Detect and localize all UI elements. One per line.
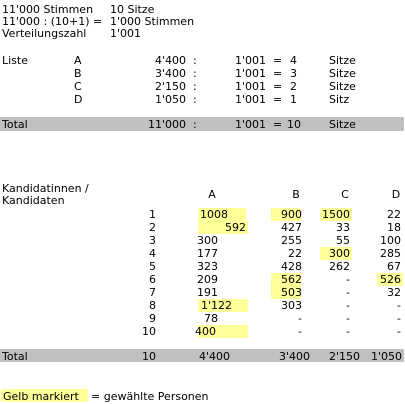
candidates-total-label: Total <box>2 350 28 363</box>
candidate-votes-d: 526 <box>380 273 401 286</box>
distribution-total-votes: 11'000 <box>147 118 186 131</box>
legend-marked-label: Gelb markiert <box>3 390 79 403</box>
list-seat-unit: Sitz <box>329 93 350 106</box>
distribution-total-unit: Sitze <box>329 118 356 131</box>
candidate-votes-c: - <box>346 312 350 325</box>
candidate-votes-a: 400 <box>195 325 216 338</box>
candidate-votes-c: - <box>346 325 350 338</box>
candidate-rank: 1 <box>149 208 156 221</box>
list-name: A <box>74 54 82 67</box>
list-divisor: 1'001 <box>234 54 266 67</box>
list-seats: 3 <box>290 67 297 80</box>
candidate-rank: 2 <box>149 221 156 234</box>
candidate-votes-d: 18 <box>387 221 401 234</box>
candidate-rank: 3 <box>149 234 156 247</box>
candidate-votes-c: 1500 <box>322 208 350 221</box>
list-divisor: 1'001 <box>234 93 266 106</box>
quota-formula: 11'000 : (10+1) = <box>2 15 103 28</box>
list-equals: = <box>273 80 283 93</box>
candidate-votes-a: 209 <box>197 273 218 286</box>
divisor-value: 1'001 <box>110 27 142 40</box>
list-votes: 3'400 <box>154 67 186 80</box>
candidate-rank: 7 <box>149 286 156 299</box>
candidate-rank: 10 <box>142 325 156 338</box>
quota-result: 1'000 Stimmen <box>110 15 195 28</box>
candidate-votes-a: 177 <box>197 247 218 260</box>
candidate-votes-b: 428 <box>281 260 302 273</box>
list-seat-unit: Sitze <box>329 54 356 67</box>
list-votes: 4'400 <box>154 54 186 67</box>
list-equals: = <box>273 67 283 80</box>
candidate-rank: 4 <box>149 247 156 260</box>
list-seats: 4 <box>290 54 297 67</box>
column-header-a: A <box>208 188 216 201</box>
candidate-votes-a: 323 <box>197 260 218 273</box>
legend-text: = gewählte Personen <box>91 390 209 403</box>
list-colon: : <box>193 93 197 106</box>
candidate-votes-d: - <box>397 312 401 325</box>
distribution-total-colon: : <box>193 118 197 131</box>
candidates-total-c: 2'150 <box>328 350 360 363</box>
candidates-total-b: 3'400 <box>278 350 310 363</box>
distribution-total-label: Total <box>2 118 28 131</box>
total-votes-label: 11'000 Stimmen <box>2 3 94 16</box>
distribution-total-divisor: 1'001 <box>234 118 266 131</box>
distribution-total-seats: 10 <box>287 118 301 131</box>
candidate-votes-c: 33 <box>336 221 350 234</box>
candidate-votes-a: 78 <box>204 312 218 325</box>
candidate-votes-a: 300 <box>197 234 218 247</box>
candidate-votes-c: - <box>346 273 350 286</box>
candidate-votes-c: 300 <box>329 247 350 260</box>
list-equals: = <box>273 54 283 67</box>
candidate-rank: 6 <box>149 273 156 286</box>
candidate-votes-c: 55 <box>336 234 350 247</box>
candidate-rank: 8 <box>149 299 156 312</box>
column-header-b: B <box>292 188 300 201</box>
list-name: D <box>74 93 83 106</box>
column-header-c: C <box>341 188 349 201</box>
candidate-rank: 5 <box>149 260 156 273</box>
list-votes: 2'150 <box>154 80 186 93</box>
candidate-votes-d: 285 <box>380 247 401 260</box>
candidate-votes-d: - <box>397 299 401 312</box>
candidate-votes-c: - <box>346 299 350 312</box>
candidate-votes-b: 427 <box>281 221 302 234</box>
list-seats: 2 <box>290 80 297 93</box>
list-heading: Liste <box>2 54 28 67</box>
list-name: B <box>74 67 82 80</box>
distribution-total-eq: = <box>273 118 283 131</box>
list-equals: = <box>273 93 283 106</box>
candidates-total-d: 1'050 <box>370 350 402 363</box>
candidate-votes-d: 22 <box>387 208 401 221</box>
candidates-total-count: 10 <box>142 350 156 363</box>
list-colon: : <box>193 80 197 93</box>
candidates-heading-line2: Kandidaten <box>2 194 65 207</box>
candidate-votes-a: 1008 <box>200 208 228 221</box>
total-seats-label: 10 Sitze <box>110 3 155 16</box>
candidates-heading-line1: Kandidatinnen / <box>2 182 89 195</box>
candidate-votes-b: - <box>298 325 302 338</box>
candidate-votes-d: 32 <box>387 286 401 299</box>
list-colon: : <box>193 54 197 67</box>
candidate-votes-b: 503 <box>281 286 302 299</box>
candidate-votes-a: 191 <box>197 286 218 299</box>
candidate-votes-b: 303 <box>281 299 302 312</box>
candidate-votes-a: 592 <box>225 221 246 234</box>
list-divisor: 1'001 <box>234 67 266 80</box>
candidate-votes-c: - <box>346 286 350 299</box>
list-divisor: 1'001 <box>234 80 266 93</box>
candidate-votes-d: - <box>397 325 401 338</box>
candidate-votes-a: 1'122 <box>200 299 232 312</box>
candidates-total-a: 4'400 <box>198 350 230 363</box>
candidate-votes-b: 900 <box>281 208 302 221</box>
candidate-votes-b: 562 <box>281 273 302 286</box>
candidate-votes-b: - <box>298 312 302 325</box>
candidate-votes-d: 100 <box>380 234 401 247</box>
candidate-votes-b: 255 <box>281 234 302 247</box>
column-header-d: D <box>391 188 401 201</box>
candidate-votes-b: 22 <box>288 247 302 260</box>
list-seat-unit: Sitze <box>329 80 356 93</box>
list-votes: 1'050 <box>154 93 186 106</box>
list-colon: : <box>193 67 197 80</box>
candidate-rank: 9 <box>149 312 156 325</box>
list-seats: 1 <box>290 93 297 106</box>
candidate-votes-d: 67 <box>387 260 401 273</box>
list-name: C <box>74 80 82 93</box>
list-seat-unit: Sitze <box>329 67 356 80</box>
divisor-label: Verteilungszahl <box>2 27 87 40</box>
candidate-votes-c: 262 <box>329 260 350 273</box>
